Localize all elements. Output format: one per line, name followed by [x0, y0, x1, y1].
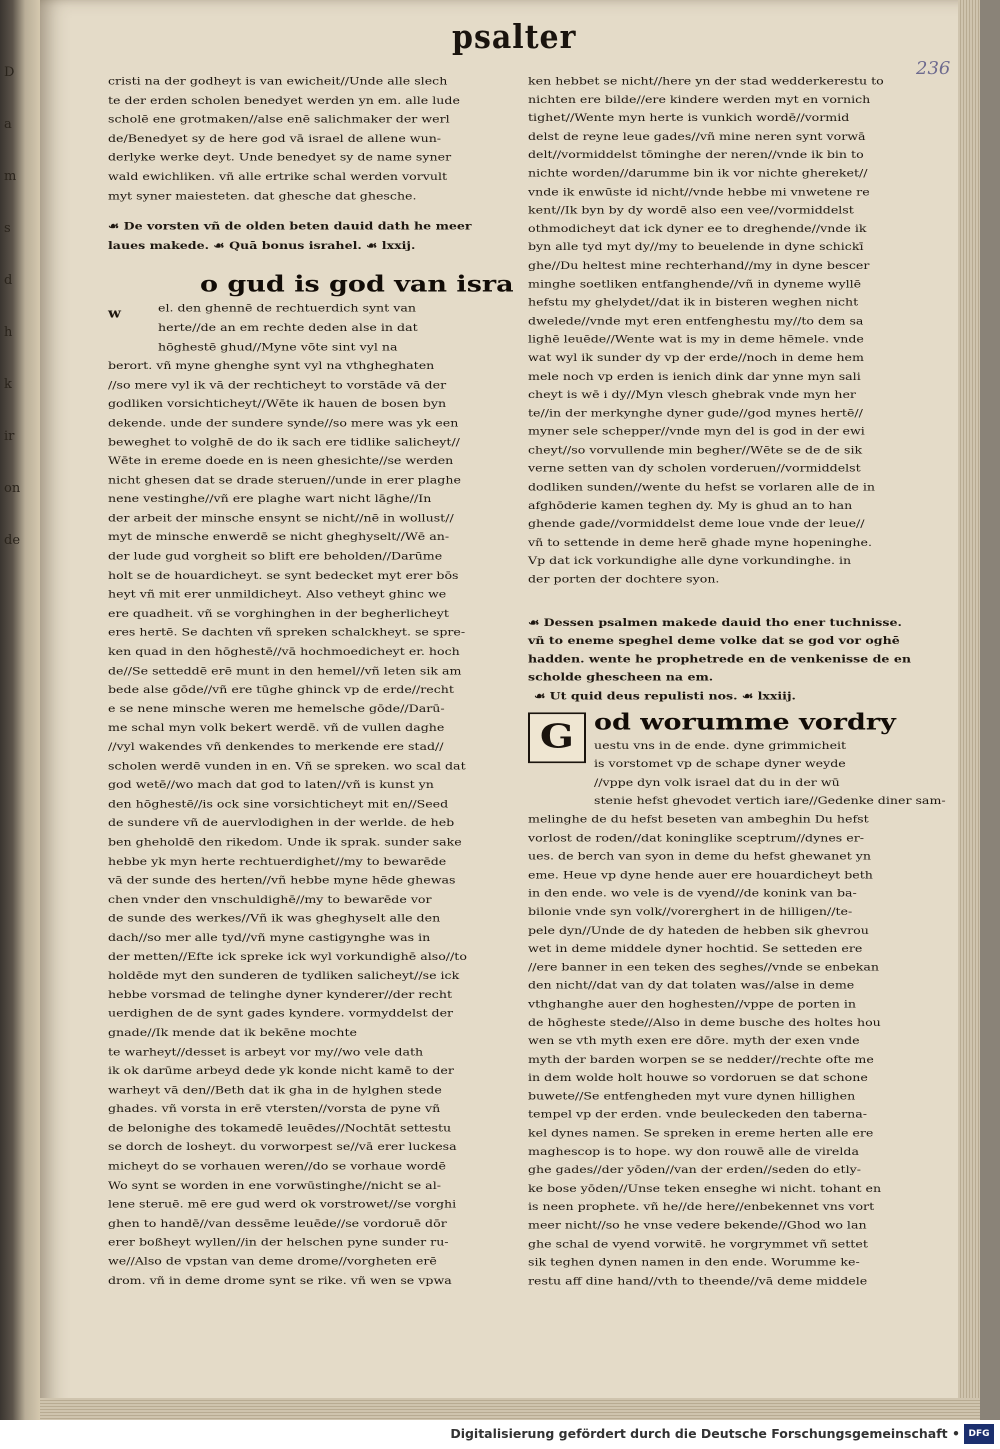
text-line: meer nicht//so he vnse vedere bekende//Ghod wo lan — [528, 1218, 867, 1232]
text-line: byn alle tyd myt dy//my to beuelende in dyne schickī — [528, 240, 864, 253]
dfg-logo: DFG — [964, 1424, 994, 1444]
text-line: vorlost de roden//dat koninglike sceptrum//dynes er- — [528, 831, 864, 844]
facing-page-fragment: on — [4, 481, 21, 496]
text-line: der porten der dochtere syon. — [528, 572, 720, 586]
text-line: holdēde myt den sunderen de tydliken salicheyt//se ick — [108, 968, 460, 982]
text-line: beweghet to volghē de do ik sach ere tidlike salicheyt// — [108, 435, 460, 448]
text-line: stenie hefst ghevodet vertich iare//Gedenke diner sam- — [594, 794, 946, 807]
page-edge-right — [958, 0, 980, 1420]
text-line: erer boßheyt wyllen//in der helschen pyne sunder ru- — [108, 1235, 449, 1249]
text-line: ben gheholdē den rikedom. Unde ik sprak. sunder sake — [108, 835, 462, 848]
facing-page-fragment: h — [4, 325, 13, 340]
text-line: den hōghestē//is ock sine vorsichticheyt mit en//Seed — [108, 797, 449, 810]
text-line: lighē leuēde//Wente wat is my in deme hēmele. vnde — [528, 332, 864, 346]
text-line: restu aff dine hand//vth to theende//vā deme middele — [528, 1274, 868, 1287]
right-rubric-incipit: ☙ Ut quid deus repulisti nos. ☙ lxxiij. — [534, 689, 796, 702]
text-line: de sunde des werkes//Vñ ik was gheghyselt alle den — [108, 911, 441, 925]
text-line: hebbe vorsmad de telinghe dyner kynderer//der recht — [108, 987, 453, 1001]
footer-bar — [0, 1420, 1000, 1449]
text-line: eres hertē. Se dachten vñ spreken schalckheyt. se spre- — [108, 625, 466, 639]
rubric-line: hadden. wente he prophetrede en de venkenisse de en — [528, 652, 911, 665]
text-line: myner sele schepper//vnde myn del is god in der ewi — [528, 425, 865, 438]
text-line: god wetē//wo mach dat god to laten//vñ is kunst yn — [108, 778, 434, 791]
text-line: Vp dat ick vorkundighe alle dyne vorkundinghe. in — [528, 554, 852, 567]
right-column — [528, 72, 946, 1290]
rubric-line: laues makede. ☙ Quā bonus israhel. ☙ lxxij. — [108, 238, 416, 252]
text-line: dodliken sunden//wente du hefst se vorlaren alle de in — [528, 480, 875, 493]
text-line: de belonighe des tokamedē leuēdes//Nochtāt settestu — [108, 1121, 452, 1134]
text-line: ik ok darūme arbeyd dede yk konde nicht kamē to der — [108, 1064, 454, 1077]
text-line: micheyt do se vorhauen weren//do se vorhaue wordē — [108, 1159, 447, 1172]
rubric-line: ☙ Dessen psalmen makede dauid tho ener tuchnisse. — [528, 615, 902, 629]
right-initial-block — [528, 709, 946, 811]
text-line: vā der sunde des herten//vñ hebbe myne hēde ghewas — [108, 873, 456, 887]
text-line: mele noch vp erden is ienich dink dar ynne myn sali — [528, 369, 861, 383]
left-initial-block — [108, 299, 498, 356]
text-line: warheyt vā den//Beth dat ik gha in de hylghen stede — [108, 1083, 442, 1096]
text-line: holt se de houardicheyt. se synt bedecket myt erer bōs — [108, 568, 459, 582]
digitization-credit: Digitalisierung gefördert durch die Deutsche Forschungsgemeinschaft • — [450, 1426, 960, 1441]
initial-letter-left: w — [108, 305, 121, 322]
text-line: te warheyt//desset is arbeyt vor my//wo vele dath — [108, 1044, 424, 1058]
text-line: dekende. unde der sundere synde//so mere was yk een — [108, 416, 459, 429]
text-line: ken hebbet se nicht//here yn der stad wedderkerestu to — [528, 74, 884, 87]
decorated-initial-G: G — [528, 712, 586, 763]
left-column-top-text — [108, 72, 498, 205]
text-line: minghe soetliken entfanghende//vñ in dyneme wyllē — [528, 277, 862, 290]
text-line: ke bose yōden//Unse teken enseghe wi nicht. tohant en — [528, 1182, 882, 1195]
running-head: psalter — [452, 18, 577, 57]
text-line: buwete//Se entfengheden myt vure dynen hillighen — [528, 1089, 856, 1103]
right-rubric — [528, 613, 911, 687]
text-line: wat wyl ik sunder dy vp der erde//noch in deme hem — [528, 351, 864, 364]
text-line: myt de minsche enwerdē se nicht gheghyselt//Wē an- — [108, 530, 450, 544]
text-line: ghe gades//der yōden//van der erden//seden do etly- — [528, 1163, 861, 1176]
text-line: e se nene minsche weren me hemelsche gōde//Darū- — [108, 701, 445, 715]
text-line: cheyt is wē i dy//Myn vlesch ghebrak vnde myn her — [528, 388, 856, 401]
text-line: tighet//Wente myn herte is vunkich wordē//vormid — [528, 111, 850, 124]
text-line: we//Also de vpstan van deme drome//vorgheten erē — [108, 1254, 437, 1268]
left-rubric — [108, 217, 498, 255]
text-line: //so mere vyl ik vā der rechticheyt to vorstāde vā der — [108, 377, 447, 391]
text-line: scholen werdē vunden in en. Vñ se spreken. wo scal dat — [108, 759, 466, 772]
text-line: berort. vñ myne ghenghe synt vyl na vthgheghaten — [108, 358, 435, 372]
text-line: Wēte in ereme doede en is neen ghesichte//se werden — [108, 454, 454, 467]
text-line: lene steruē. mē ere gud werd ok vorstrowet//se vorghi — [108, 1197, 457, 1211]
text-line: wald ewichliken. vñ alle ertrike schal werden vorvult — [108, 169, 448, 183]
rubric-line: ☙ De vorsten vñ de olden beten dauid dath he meer — [108, 219, 472, 233]
text-line: dach//so mer alle tyd//vñ myne castigynghe was in — [108, 930, 431, 944]
text-line: maghescop is to hope. wy don rouwē alle de virelda — [528, 1145, 859, 1158]
rubric-line: vñ to eneme speghel deme volke dat se god vor oghē — [528, 634, 900, 647]
facing-page-fragment: s — [4, 221, 11, 236]
facing-page-fragment: k — [4, 377, 12, 392]
text-line: de//Se setteddē erē munt in den hemel//vñ leten sik am — [108, 663, 462, 677]
psalm-heading-right: od worumme vordry — [594, 709, 896, 735]
facing-page-fragment: a — [4, 117, 12, 132]
text-line: te//in der merkynghe dyner gude//god mynes hertē// — [528, 406, 863, 419]
text-line: hefstu my ghelydet//dat ik in bisteren weghen nicht — [528, 295, 859, 309]
text-line: derlyke werke deyt. Unde benedyet sy de name syner — [108, 150, 452, 164]
text-line: in den ende. wo vele is de vyend//de konink van ba- — [528, 886, 857, 899]
text-line: cristi na der godheyt is van ewicheit//Unde alle slech — [108, 74, 448, 88]
text-line: kel dynes namen. Se spreken in ereme herten alle ere — [528, 1126, 874, 1139]
text-line: vñ to settende in deme herē ghade myne hopeninghe. — [528, 535, 872, 549]
left-indented-lines — [158, 299, 498, 356]
text-line: is neen prophete. vñ he//de here//enbekennet vns vort — [528, 1200, 875, 1213]
text-line: afghōderie kamen teghen dy. My is ghud an to han — [528, 498, 853, 512]
text-line: de/Benedyet sy de here god vā israel de allene wun- — [108, 131, 442, 145]
text-line: bilonie vnde syn volk//vorerghert in de hilligen//te- — [528, 905, 853, 918]
text-line: der arbeit der minsche ensynt se nicht//nē in wollust// — [108, 511, 454, 525]
text-line: dwelede//vnde myt eren entfenghestu my//to dem sa — [528, 314, 864, 327]
text-line: uerdighen de de synt gades kyndere. vormyddelst der — [108, 1006, 454, 1020]
text-line: vnde ik enwūste id nicht//vnde hebbe mi vnwetene re — [528, 185, 870, 198]
facing-page-fragment: m — [4, 169, 17, 184]
text-line: ere quadheit. vñ se vorghinghen in der begherlicheyt — [108, 606, 449, 620]
text-line: godliken vorsichticheyt//Wēte ik hauen de bosen byn — [108, 397, 447, 410]
text-line: de sundere vñ de auervlodighen in der werlde. de heb — [108, 816, 455, 829]
text-line: ken quad in den hōghestē//vā hochmoedicheyt er. hoch — [108, 644, 460, 658]
text-line: //vyl wakendes vñ denkendes to merkende ere stad// — [108, 740, 444, 753]
text-line: ghades. vñ vorsta in erē vtersten//vorsta de pyne vñ — [108, 1102, 441, 1115]
text-line: me schal myn volk bekert werdē. vñ de vullen daghe — [108, 720, 445, 734]
folio-number: 236 — [916, 58, 951, 79]
text-line: chen vnder den vnschuldighē//my to bewarēde vor — [108, 892, 432, 906]
text-line: wen se vth myth exen ere dōre. myth der exen vnde — [528, 1034, 860, 1047]
text-line: den nicht//dat van dy dat tolaten was//alse in deme — [528, 979, 855, 992]
text-line: vthghanghe auer den hoghesten//vppe de porten in — [528, 997, 856, 1010]
right-column-body — [528, 810, 890, 1290]
text-line: kent//Ik byn by dy wordē also een vee//vormiddelst — [528, 203, 854, 216]
text-line: //vppe dyn volk israel dat du in der wū — [594, 775, 840, 789]
text-line: nichte worden//darumme bin ik vor nichte ghereket// — [528, 166, 868, 179]
text-line: nene vestinghe//vñ ere plaghe wart nicht lāghe//In — [108, 492, 432, 505]
left-column — [108, 72, 514, 1290]
text-line: heyt vñ mit erer unmildicheyt. Also vetheyt ghinc we — [108, 587, 447, 601]
text-line: hōghestē ghud//Myne vōte sint vyl na — [158, 339, 398, 353]
text-line: tempel vp der erden. vnde beuleckeden den taberna- — [528, 1108, 868, 1121]
facing-page-fragment: de — [4, 533, 21, 548]
text-line: Wo synt se worden in ene vorwūstinghe//nicht se al- — [108, 1178, 441, 1192]
facing-page-fragment: d — [4, 273, 13, 288]
text-line: pele dyn//Unde de dy hateden de hebben sik ghevrou — [528, 923, 869, 936]
rubric-line: scholde ghescheen na em. — [528, 671, 714, 684]
text-line: gnade//Ik mende dat ik bekēne mochte — [108, 1025, 357, 1039]
text-line: te der erden scholen benedyet werden yn em. alle lude — [108, 93, 460, 107]
text-line: myt syner maiesteten. dat ghesche dat ghesche. — [108, 188, 417, 202]
text-line: myth der barden worpen se se nedder//rechte ofte me — [528, 1052, 874, 1066]
text-line: in dem wolde holt houwe so vordoruen se dat schone — [528, 1071, 868, 1084]
text-line: ghe//Du heltest mine rechterhand//my in dyne bescer — [528, 259, 870, 272]
text-line: sik teghen dynen namen in den ende. Worumme ke- — [528, 1255, 860, 1269]
text-line: ghe schal de vyend vorwitē. he vorgrymmet vñ settet — [528, 1237, 868, 1250]
psalm-heading-left: o gud is god van isra — [200, 271, 514, 298]
text-line: hebbe yk myn herte rechtuerdighet//my to bewarēde — [108, 854, 447, 868]
text-line: delt//vormiddelst tōminghe der neren//vnde ik bin to — [528, 148, 864, 161]
text-line: verne setten van dy scholen vorderuen//vormiddelst — [528, 462, 861, 475]
facing-page-fragment: ir — [4, 429, 15, 444]
text-line: eme. Heue vp dyne hende auer ere houardicheyt beth — [528, 868, 873, 881]
page-edge-bottom — [40, 1398, 980, 1420]
text-line: wet in deme middele dyner hochtid. Se setteden ere — [528, 942, 863, 955]
left-column-body — [108, 356, 498, 1290]
text-line: drom. vñ in deme drome synt se rike. vñ wen se vpwa — [108, 1273, 452, 1287]
text-line: delst de reyne leue gades//vñ mine neren synt vorwā — [528, 129, 866, 143]
text-line: bede alse gōde//vñ ere tūghe ghinck vp de erde//recht — [108, 682, 454, 696]
facing-page-edge — [0, 0, 42, 1420]
text-line: se dorch de losheyt. du vorworpest se//vā erer luckesa — [108, 1140, 457, 1153]
text-line: cheyt//so vorvullende min begher//Wēte se de de sik — [528, 443, 863, 456]
text-line: nicht ghesen dat se drade steruen//unde in erer plaghe — [108, 473, 461, 486]
text-line: scholē ene grotmaken//alse enē salichmaker der werl — [108, 112, 450, 126]
text-line: is vorstomet vp de schape dyner weyde — [594, 757, 846, 770]
text-line: //ere banner in een teken des seghes//vnde se enbekan — [528, 960, 880, 973]
text-line: uestu vns in de ende. dyne grimmicheit — [594, 739, 847, 752]
text-line: ues. de berch van syon in deme du hefst ghewanet yn — [528, 849, 872, 863]
text-line: el. den ghennē de rechtuerdich synt van — [158, 301, 416, 315]
text-line: ghen to handē//van dessēme leuēde//se vordoruē dōr — [108, 1216, 447, 1230]
text-line: de hōgheste stede//Also in deme busche des holtes hou — [528, 1015, 881, 1029]
text-line: othmodicheyt dat ick dyner ee to dreghende//vnde ik — [528, 222, 867, 235]
facing-page-fragment: D — [4, 65, 15, 80]
text-line: nichten ere bilde//ere kindere werden myt en vornich — [528, 92, 871, 106]
text-line: herte//de an em rechte deden alse in dat — [158, 320, 418, 334]
right-column-top-text — [528, 72, 890, 589]
text-line: ghende gade//vormiddelst deme loue vnde der leue// — [528, 517, 865, 530]
text-line: der metten//Efte ick spreke ick wyl vorkundighē also//to — [108, 949, 467, 963]
text-line: der lude gud vorgheit so blift ere beholden//Darūme — [108, 549, 443, 563]
right-indented-lines — [594, 737, 946, 811]
text-line: melinghe de du hefst beseten van ambeghin Du hefst — [528, 812, 869, 826]
